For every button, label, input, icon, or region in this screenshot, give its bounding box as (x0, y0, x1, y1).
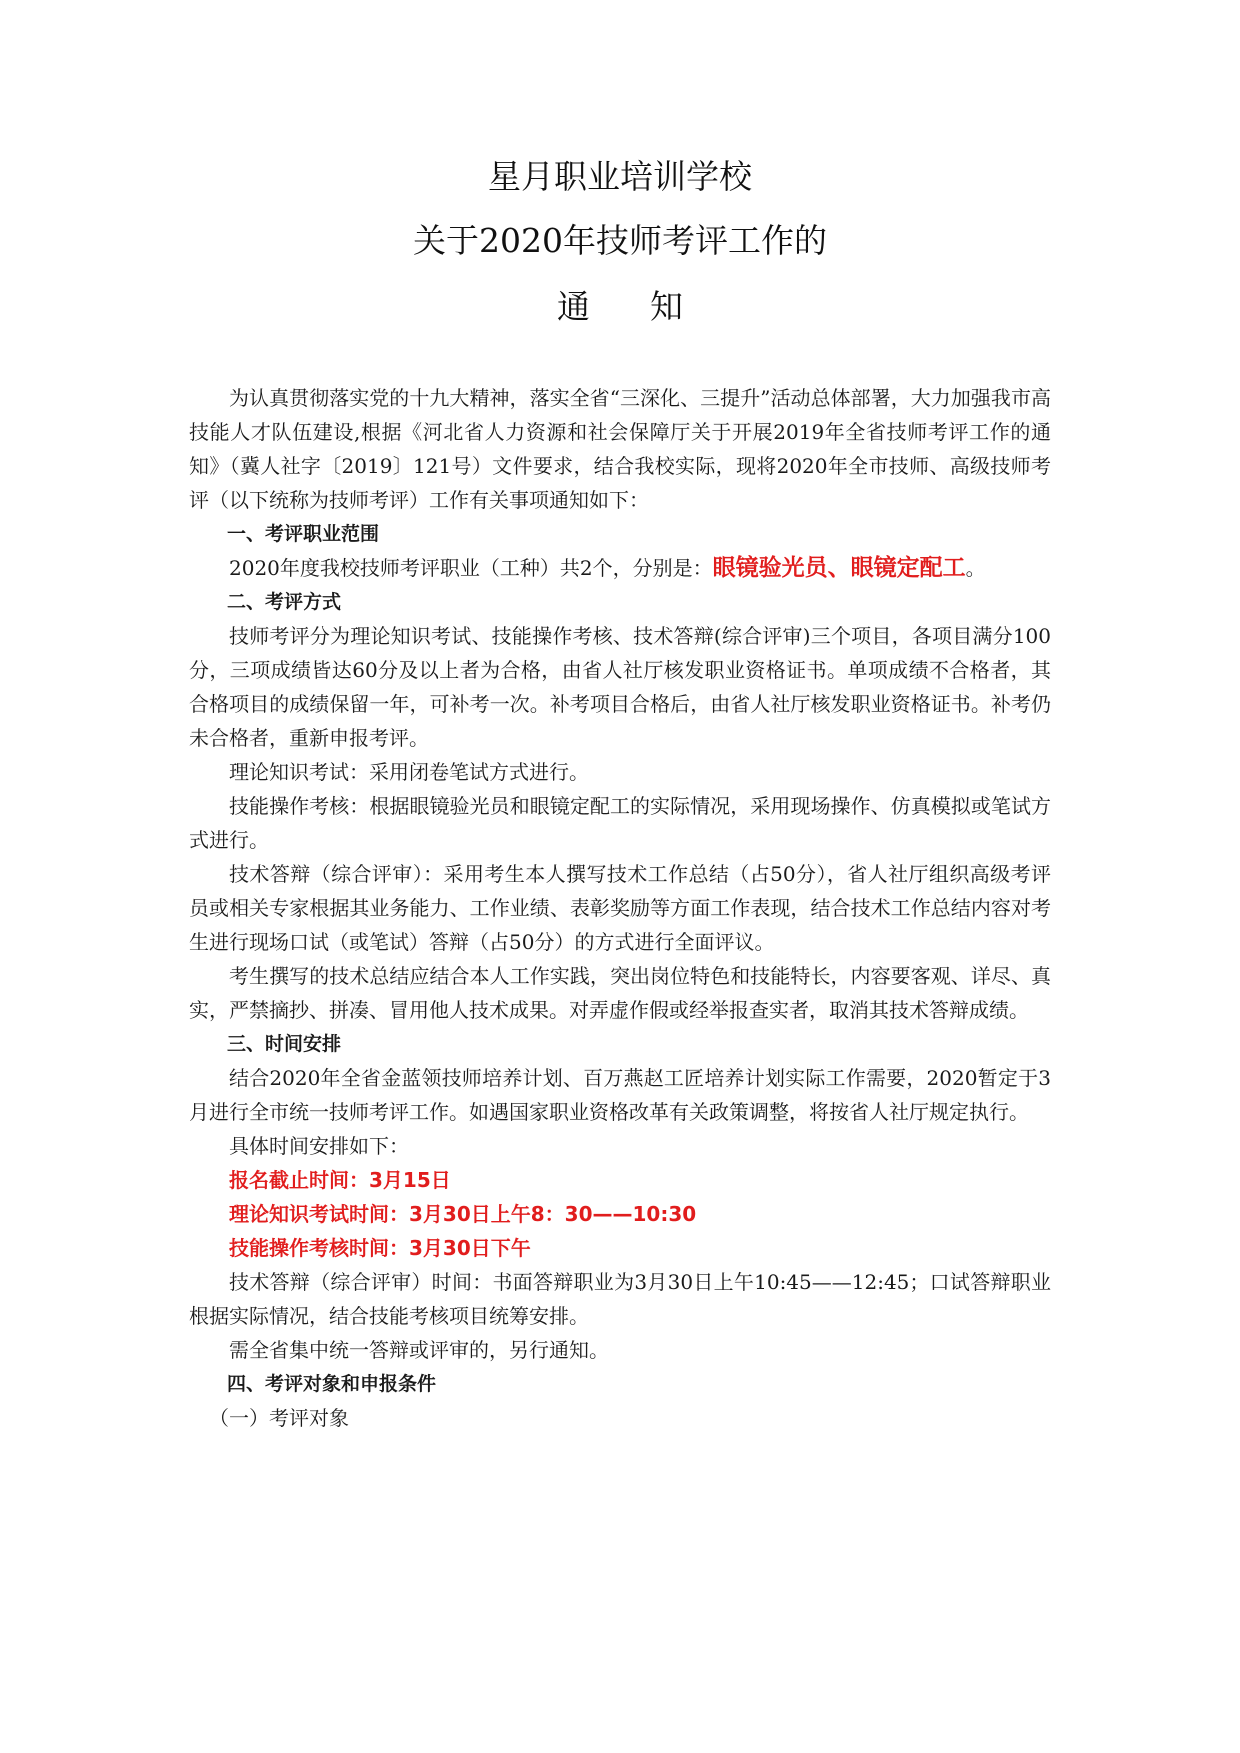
registration-deadline: 报名截止时间：3月15日 (229, 1168, 451, 1192)
title-notice-char-1: 通 (557, 287, 590, 326)
section-3-paragraph-3: 技术答辩（综合评审）时间：书面答辩职业为3月30日上午10:45——12:45；口试答辩职业根据实际情况，结合技能考核项目统筹安排。 (189, 1270, 1051, 1328)
section-4-subheading: （一）考评对象 (209, 1406, 349, 1430)
section-1-heading: 一、考评职业范围 (227, 523, 380, 545)
title-notice (0, 288, 1240, 326)
title-school-name: 星月职业培训学校 (488, 157, 752, 196)
section-3-heading: 三、时间安排 (227, 1033, 342, 1055)
section-1-paragraph (189, 551, 1051, 585)
section-2-paragraph-5: 考生撰写的技术总结应结合本人工作实践，突出岗位特色和技能特长，内容要客观、详尽、真实，严禁摘抄、拼凑、冒用他人技术成果。对弄虚作假或经举报查实者，取消其技术答辩成绩。 (189, 964, 1051, 1022)
intro-paragraph: 为认真贯彻落实党的十九大精神，落实全省“三深化、三提升”活动总体部署，大力加强我市高技能人才队伍建设,根据《河北省人力资源和社会保障厅关于开展2019年全省技师考评工作的通知》（冀人社字〔2019〕121号）文件要求，结合我校实际，现将2020年全市技师、高级技师考评（以下统称为技师考评）工作有关事项通知如下： (189, 386, 1051, 512)
section-3-paragraph-1: 结合2020年全省金蓝领技师培养计划、百万燕赵工匠培养计划实际工作需要，2020暂定于3月进行全市统一技师考评工作。如遇国家职业资格改革有关政策调整，将按省人社厅规定执行。 (189, 1066, 1051, 1124)
section-3-paragraph-4: 需全省集中统一答辩或评审的，另行通知。 (229, 1338, 609, 1362)
section-1-highlight: 眼镜验光员、眼镜定配工 (712, 555, 966, 581)
section-2-paragraph-4: 技术答辩（综合评审）：采用考生本人撰写技术工作总结（占50分），省人社厅组织高级考评员或相关专家根据其业务能力、工作业绩、表彰奖励等方面工作表现，结合技术工作总结内容对考生进行现场口试（或笔试）答辩（占50分）的方式进行全面评议。 (189, 862, 1051, 954)
section-2-paragraph-3: 技能操作考核：根据眼镜验光员和眼镜定配工的实际情况，采用现场操作、仿真模拟或笔试方式进行。 (189, 794, 1051, 852)
section-1-text: 2020年度我校技师考评职业（工种）共2个，分别是： (229, 556, 713, 580)
section-2-heading: 二、考评方式 (227, 591, 342, 613)
section-1-text-end: 。 (965, 556, 986, 580)
section-2-paragraph-2: 理论知识考试：采用闭卷笔试方式进行。 (229, 760, 589, 784)
document-body (189, 381, 1051, 1435)
skill-assessment-time: 技能操作考核时间：3月30日下午 (229, 1236, 531, 1260)
title-subject: 关于2020年技师考评工作的 (413, 221, 827, 260)
section-4-heading: 四、考评对象和申报条件 (227, 1373, 437, 1395)
theory-exam-time: 理论知识考试时间：3月30日上午8：30——10:30 (229, 1202, 697, 1226)
section-3-paragraph-2: 具体时间安排如下： (229, 1134, 409, 1158)
section-2-paragraph-1: 技师考评分为理论知识考试、技能操作考核、技术答辩(综合评审)三个项目，各项目满分100分，三项成绩皆达60分及以上者为合格，由省人社厅核发职业资格证书。单项成绩不合格者，其合格项目的成绩保留一年，可补考一次。补考项目合格后，由省人社厅核发职业资格证书。补考仍未合格者，重新申报考评。 (189, 624, 1051, 750)
title-notice-char-2: 知 (650, 287, 683, 326)
